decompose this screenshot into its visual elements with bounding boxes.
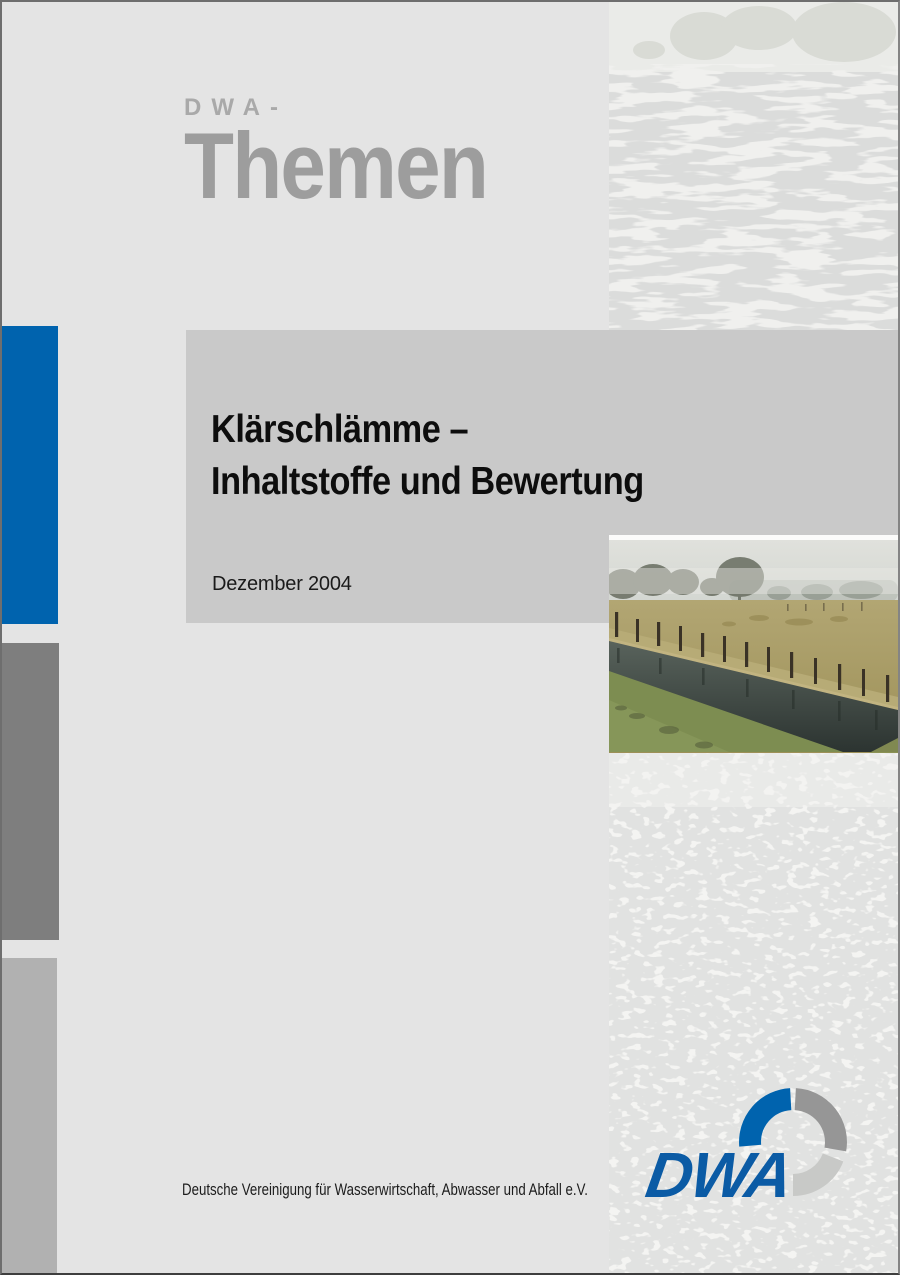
- cover-photo: [609, 535, 898, 753]
- blue-accent-bar: [2, 326, 58, 624]
- ring-arc-dark-gray: [795, 1099, 836, 1149]
- dwa-logo-text: DWA: [641, 1139, 797, 1207]
- dwa-logo: [612, 1075, 862, 1207]
- medium-gray-bar: [2, 643, 59, 940]
- ring-arc-light-gray: [793, 1157, 833, 1185]
- light-gray-bar: [2, 958, 57, 1273]
- footer-organization: Deutsche Vereinigung für Wasserwirtschaft, Abwasser und Abfall e.V.: [182, 1180, 588, 1199]
- publication-title: [211, 404, 644, 508]
- ghost-streak-speckles: [609, 64, 898, 332]
- cover-photo-image: [609, 540, 898, 753]
- series-prefix: DWA-: [184, 94, 288, 121]
- title-line-2: Inhaltstoffe und Bewertung: [211, 460, 644, 503]
- photo-mist: [609, 568, 898, 594]
- publication-date: Dezember 2004: [212, 573, 352, 595]
- ghost-below-photo-glow: [609, 747, 898, 807]
- series-name: Themen: [184, 113, 488, 218]
- series-header: [184, 94, 532, 218]
- title-line-1: Klärschlämme –: [211, 408, 469, 451]
